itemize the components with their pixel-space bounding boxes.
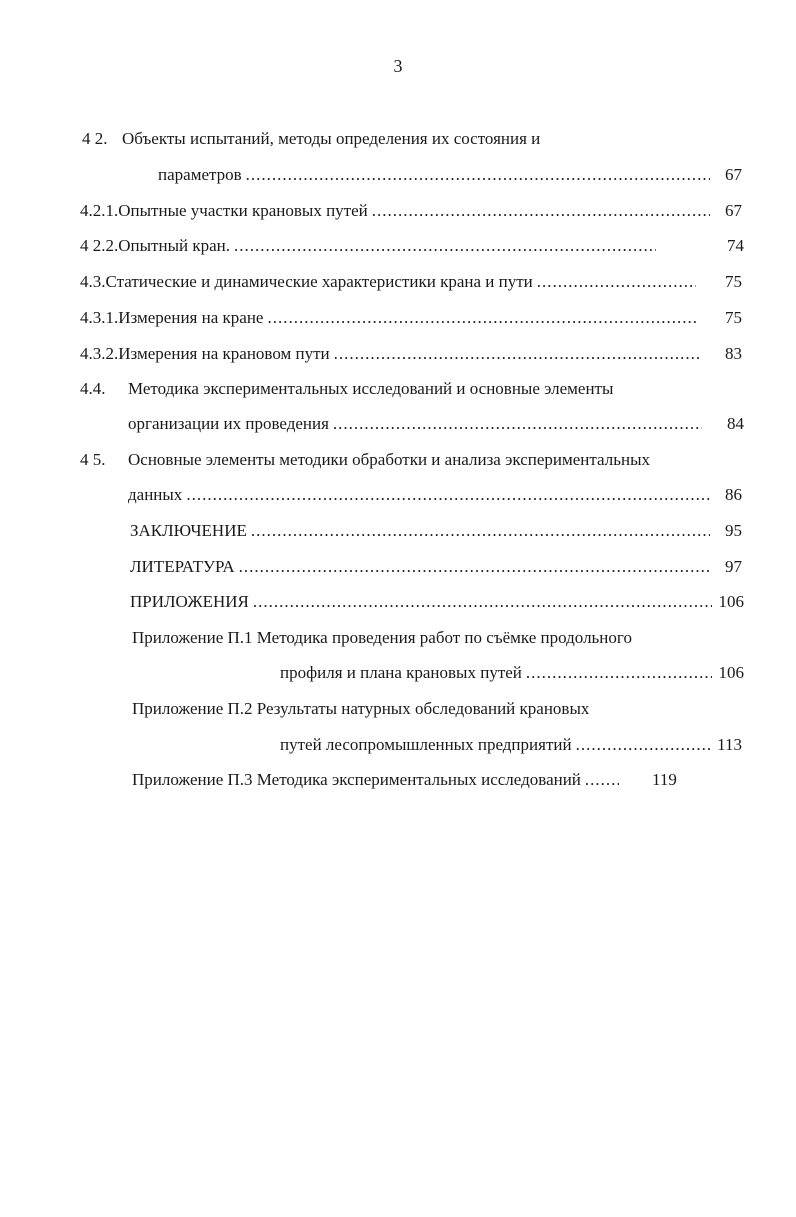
toc-title: Измерения на кране (118, 308, 264, 327)
toc-title: Приложение П.1 Методика проведения работ по съёмке продольного (132, 628, 632, 647)
toc-title: путей лесопромышленных предприятий (280, 735, 572, 754)
toc-entry-appendix-p1-cont (280, 662, 744, 684)
toc-number: 4 2.2. (80, 236, 119, 255)
toc-leader (239, 556, 710, 578)
toc-title: ЛИТЕРАТУРА (130, 557, 235, 576)
toc-title: Опытный кран. (118, 236, 230, 255)
toc-entry-appendix-p3 (132, 769, 740, 791)
toc-entry-conclusion (130, 520, 742, 542)
toc-page: 86 (725, 485, 742, 504)
toc-number: 4.3.1. (80, 308, 119, 327)
toc-page: 84 (727, 414, 744, 433)
toc-entry-4-2-cont (158, 164, 742, 186)
toc-title: Основные элементы методики обработки и анализа экспериментальных (128, 450, 650, 469)
toc-title: профиля и плана крановых путей (280, 663, 522, 682)
toc-entry-4-3-1 (80, 307, 742, 329)
toc-title: Статические и динамические характеристики крана и пути (105, 272, 533, 291)
toc-entry-literature (130, 556, 742, 578)
toc-leader (334, 343, 700, 365)
toc-number: 4.4. (80, 379, 106, 398)
toc-entry-4-2 (82, 128, 762, 150)
toc-title: Приложение П.3 Методика экспериментальных исследований (132, 770, 581, 789)
toc-page: 67 (725, 201, 742, 220)
toc-number: 4 5. (80, 450, 106, 469)
toc-title: параметров (158, 165, 242, 184)
toc-leader (333, 413, 702, 435)
toc-title: ЗАКЛЮЧЕНИЕ (130, 521, 247, 540)
toc-page: 106 (718, 592, 744, 611)
toc-leader (372, 200, 710, 222)
toc-title: Измерения на крановом пути (118, 344, 330, 363)
toc-leader (576, 734, 710, 756)
toc-page: 97 (725, 557, 742, 576)
toc-leader (537, 271, 696, 293)
toc-number: 4 2. (82, 129, 108, 148)
toc-title: данных (128, 485, 183, 504)
toc-page: 67 (725, 165, 742, 184)
toc-title: Опытные участки крановых путей (118, 201, 368, 220)
toc-leader (526, 662, 712, 684)
toc-page: 113 (717, 735, 742, 754)
toc-title: Объекты испытаний, методы определения их состояния и (122, 129, 541, 148)
toc-title: Приложение П.2 Результаты натурных обследований крановых (132, 699, 590, 718)
toc-entry-appendix-p2-cont (280, 734, 742, 756)
toc-entry-4-2-1 (80, 200, 742, 222)
toc-page: 74 (727, 236, 744, 255)
toc-page: 75 (725, 308, 742, 327)
toc-entry-appendices (130, 591, 744, 613)
toc-page: 119 (652, 770, 677, 789)
toc-number: 4.2.1. (80, 201, 119, 220)
toc-page: 83 (725, 344, 742, 363)
toc-page: 95 (725, 521, 742, 540)
toc-leader (251, 520, 710, 542)
toc-page: 75 (725, 272, 742, 291)
toc-entry-4-5-cont (128, 484, 742, 506)
page-number: 3 (393, 56, 403, 76)
toc-entry-4-3-2 (80, 343, 742, 365)
toc-leader (186, 484, 710, 506)
toc-leader (267, 307, 698, 329)
toc-title: ПРИЛОЖЕНИЯ (130, 592, 249, 611)
toc-entry-4-4-cont (128, 413, 744, 435)
toc-leader (246, 164, 710, 186)
toc-leader (585, 769, 619, 791)
toc-leader (253, 591, 712, 613)
toc-entry-4-2-2 (80, 235, 744, 257)
toc-entry-appendix-p1 (132, 627, 762, 649)
toc-entry-appendix-p2 (132, 698, 762, 720)
toc-number: 4.3.2. (80, 344, 119, 363)
toc-page: 106 (718, 663, 744, 682)
toc-entry-4-3 (80, 271, 742, 293)
toc-entry-4-4 (80, 378, 760, 400)
toc-leader (234, 235, 656, 257)
toc-title: Методика экспериментальных исследований и основные элементы (128, 379, 614, 398)
toc-number: 4.3. (80, 272, 106, 291)
toc-title: организации их проведения (128, 414, 329, 433)
toc-entry-4-5 (80, 449, 770, 471)
